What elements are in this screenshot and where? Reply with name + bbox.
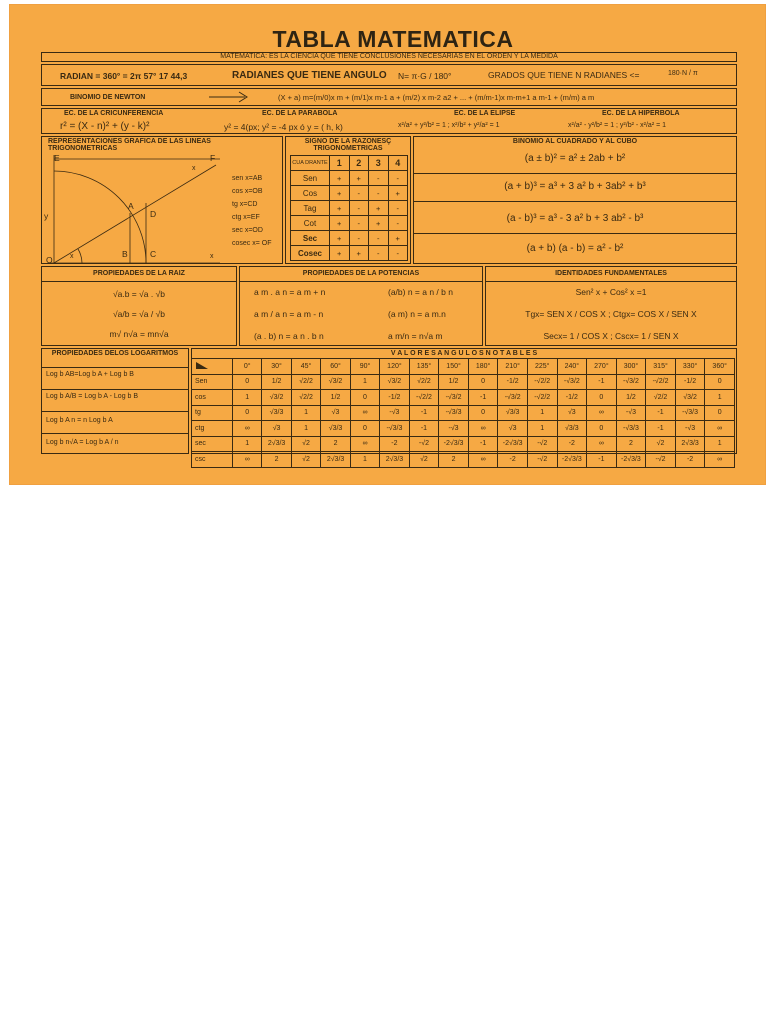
value-cell: ∞	[233, 452, 262, 468]
legend-sen: sen x=AB	[232, 175, 263, 182]
trig-circle-diagram	[42, 151, 284, 265]
label-y: y	[44, 211, 49, 221]
signs-label: SIGNO DE LA RAZONESÇ TRIGONOMETRICAS	[304, 138, 392, 152]
hiper-label: EC. DE LA HIPERBOLA	[602, 110, 680, 117]
parab-formula: y² = 4(px; y² = -4 px ó y = ( h, k)	[224, 122, 343, 132]
value-cell: -√2	[527, 452, 557, 468]
function-name: ctg	[192, 421, 233, 437]
newton-row	[41, 88, 737, 106]
angle-header: 45°	[291, 359, 320, 375]
notables-box	[191, 348, 737, 463]
sign-cell: -	[369, 186, 389, 201]
label-x-arc: x	[70, 253, 74, 260]
value-cell: -√3/3	[380, 421, 410, 437]
log-producto: Log b AB=Log b A + Log b B	[46, 371, 134, 378]
signs-row-tag	[291, 201, 408, 216]
value-cell: √2	[291, 436, 320, 452]
value-cell: 2√3/3	[262, 436, 292, 452]
value-cell: √3	[557, 405, 587, 421]
value-cell: -2	[498, 452, 528, 468]
legend-tg: tg x=CD	[232, 201, 258, 208]
raiz-producto: √a.b = √a . √b	[112, 289, 166, 299]
value-cell: √3	[498, 421, 528, 437]
point-c: C	[150, 249, 157, 259]
legend-sec: sec x=OD	[232, 227, 263, 234]
value-cell: √3/2	[380, 374, 410, 390]
notables-header-row	[192, 359, 735, 375]
arrow-icon	[207, 90, 251, 106]
notables-table	[191, 358, 735, 468]
radian-definition: RADIAN = 360° = 2π 57° 17 44,3	[60, 71, 188, 81]
potencias-label: PROPIEDADES DE LA POTENCIAS	[302, 270, 420, 277]
value-cell: -2	[380, 436, 410, 452]
value-cell: -2√3/3	[439, 436, 469, 452]
notables-row-sec	[192, 436, 735, 452]
parab-label: EC. DE LA PARABOLA	[262, 110, 338, 117]
sign-cell: +	[330, 171, 350, 186]
binomio-label: BINOMIO AL CUADRADO Y AL CUBO	[512, 138, 638, 145]
value-cell: -2	[675, 452, 705, 468]
row-name: Cosec	[291, 246, 330, 261]
potencia-producto-parentesis: (a . b) n = a n . b n	[254, 331, 324, 341]
trig-graph-box	[41, 136, 283, 264]
value-cell: ∞	[350, 436, 379, 452]
raiz-label: PROPIEDADES DE LA RAIZ	[93, 270, 185, 277]
value-cell: √3/3	[262, 405, 292, 421]
raiz-box	[41, 266, 237, 346]
value-cell: 1/2	[616, 390, 646, 406]
value-cell: -1	[587, 374, 616, 390]
potencia-de-potencia: (a m) n = a m.n	[388, 309, 446, 319]
angle-header: 240°	[557, 359, 587, 375]
newton-formula: (X + a) m=(m/0)x m + (m/1)x m-1 a + (m/2) x m-2 a2 + ... + (m/m-1)x m-m+1 a m-1 + (m/m) a m	[278, 93, 595, 102]
quadrant-3: 3	[369, 156, 389, 171]
function-name: sec	[192, 436, 233, 452]
value-cell: 1	[527, 405, 557, 421]
conics-row	[41, 108, 737, 134]
sign-cell: -	[349, 201, 369, 216]
row-name: Sec	[291, 231, 330, 246]
sign-cell: -	[349, 216, 369, 231]
angle-header: 210°	[498, 359, 528, 375]
radian-row	[41, 64, 737, 86]
value-cell: -1	[646, 405, 676, 421]
value-cell: 1	[705, 436, 735, 452]
value-cell: -1	[409, 421, 439, 437]
value-cell: 0	[468, 405, 497, 421]
value-cell: √2/2	[409, 374, 439, 390]
identidad-tangente: Tgx= SEN X / COS X ; Ctgx= COS X / SEN X	[525, 309, 697, 319]
value-cell: 2√3/3	[675, 436, 705, 452]
potencia-cociente-parentesis: (a/b) n = a n / b n	[388, 287, 453, 297]
log-potencia: Log b A n = n Log b A	[46, 417, 113, 424]
function-name: tg	[192, 405, 233, 421]
value-cell: -√3/2	[498, 390, 528, 406]
label-x-axis: x	[210, 253, 214, 260]
potencia-cociente: a m / a n = a m - n	[254, 309, 324, 319]
sign-cell: +	[349, 246, 369, 261]
sign-cell: -	[388, 216, 408, 231]
raiz-de-raiz: m√ n√a = mn√a	[109, 329, 169, 339]
function-name: csc	[192, 452, 233, 468]
angle-header: 300°	[616, 359, 646, 375]
value-cell: -√3	[380, 405, 410, 421]
circ-label: EC. DE LA CRICUNFERENCIA	[64, 110, 164, 117]
grados-radianes-label: GRADOS QUE TIENE N RADIANES <=	[488, 70, 640, 80]
value-cell: √3/2	[321, 374, 351, 390]
value-cell: 1/2	[439, 374, 469, 390]
angle-header: 120°	[380, 359, 410, 375]
value-cell: -1	[409, 405, 439, 421]
sign-cell: +	[330, 201, 350, 216]
value-cell: √2/2	[291, 390, 320, 406]
sign-cell: -	[349, 186, 369, 201]
value-cell: -√3/2	[616, 374, 646, 390]
legend-cos: cos x=OB	[232, 188, 263, 195]
value-cell: 1	[705, 390, 735, 406]
point-b: B	[122, 249, 128, 259]
value-cell: -1/2	[380, 390, 410, 406]
value-cell: -2√3/3	[498, 436, 528, 452]
value-cell: -√2	[527, 436, 557, 452]
angle-header: 150°	[439, 359, 469, 375]
point-d: D	[150, 209, 157, 219]
value-cell: ∞	[705, 421, 735, 437]
value-cell: √2/2	[646, 390, 676, 406]
binomio-box	[413, 136, 737, 264]
value-cell: -√2	[409, 436, 439, 452]
value-cell: ∞	[587, 405, 616, 421]
value-cell: √3/2	[675, 390, 705, 406]
notables-row-cos	[192, 390, 735, 406]
value-cell: √3	[262, 421, 292, 437]
triangle-icon	[192, 359, 233, 375]
sign-cell: +	[330, 231, 350, 246]
quadrant-4: 4	[388, 156, 408, 171]
sign-cell: -	[369, 231, 389, 246]
value-cell: ∞	[468, 421, 497, 437]
value-cell: -√3/2	[439, 390, 469, 406]
value-cell: -1	[468, 436, 497, 452]
angle-header: 135°	[409, 359, 439, 375]
value-cell: -√2/2	[646, 374, 676, 390]
value-cell: 1	[527, 421, 557, 437]
sign-cell: +	[369, 216, 389, 231]
row-name: Tag	[291, 201, 330, 216]
graph-label: REPRESENTACIONES GRAFICA DE LAS LINEAS TRIGONOMETRICAS	[48, 138, 211, 152]
legend-ctg: ctg x=EF	[232, 214, 260, 221]
value-cell: 0	[587, 421, 616, 437]
subtitle-box	[41, 52, 737, 62]
potencia-fraccionaria: a m/n = n√a m	[388, 331, 443, 341]
angle-header: 30°	[262, 359, 292, 375]
value-cell: 2	[616, 436, 646, 452]
value-cell: 2	[262, 452, 292, 468]
angle-header: 360°	[705, 359, 735, 375]
signs-corner: CUA DRANTE	[291, 156, 330, 171]
value-cell: 0	[233, 405, 262, 421]
value-cell: 1	[350, 452, 379, 468]
angle-header: 225°	[527, 359, 557, 375]
identidades-box	[485, 266, 737, 346]
diferencia-cuadrados: (a + b) (a - b) = a² - b²	[526, 243, 624, 254]
value-cell: -√3/3	[439, 405, 469, 421]
value-cell: -1/2	[498, 374, 528, 390]
angle-header: 330°	[675, 359, 705, 375]
quadrant-1: 1	[330, 156, 350, 171]
value-cell: -2√3/3	[616, 452, 646, 468]
angle-header: 60°	[321, 359, 351, 375]
binomio-cubo-resta: (a - b)³ = a³ - 3 a² b + 3 ab² - b³	[506, 213, 644, 224]
function-name: Sen	[192, 374, 233, 390]
value-cell: √3/3	[498, 405, 528, 421]
value-cell: 1	[291, 405, 320, 421]
value-cell: 1/2	[321, 390, 351, 406]
sign-cell: +	[349, 171, 369, 186]
value-cell: √2/2	[291, 374, 320, 390]
sign-cell: -	[388, 201, 408, 216]
notables-row-csc	[192, 452, 735, 468]
signs-row-cosec	[291, 246, 408, 261]
math-table-card	[9, 4, 766, 485]
quadrant-2: 2	[349, 156, 369, 171]
value-cell: -1/2	[557, 390, 587, 406]
value-cell: -√3/3	[675, 405, 705, 421]
value-cell: -√3	[439, 421, 469, 437]
value-cell: -√3	[675, 421, 705, 437]
signs-row-cos	[291, 186, 408, 201]
value-cell: 1	[233, 390, 262, 406]
value-cell: 0	[350, 421, 379, 437]
signs-row-sec	[291, 231, 408, 246]
row-name: Sen	[291, 171, 330, 186]
circ-formula: r² = (X - n)² + (y - k)²	[60, 121, 150, 132]
value-cell: 2√3/3	[321, 452, 351, 468]
sign-cell: -	[369, 171, 389, 186]
log-raiz: Log b n√A = Log b A / n	[46, 439, 119, 446]
sign-cell: -	[388, 171, 408, 186]
value-cell: √2	[291, 452, 320, 468]
legend-cosec: cosec x= OF	[232, 240, 272, 247]
value-cell: -√2	[646, 452, 676, 468]
value-cell: 0	[468, 374, 497, 390]
value-cell: √2	[409, 452, 439, 468]
sign-cell: +	[330, 186, 350, 201]
value-cell: ∞	[468, 452, 497, 468]
signs-row-cot	[291, 216, 408, 231]
elipse-label: EC. DE LA ELIPSE	[454, 110, 516, 117]
label-x-top: x	[192, 165, 196, 172]
elipse-formula: x²/a² + y²/b² = 1 ; x²/b² + y²/a² = 1	[398, 122, 500, 129]
card-content	[39, 4, 747, 474]
value-cell: -√3	[616, 405, 646, 421]
row-name: Cot	[291, 216, 330, 231]
sign-cell: +	[330, 216, 350, 231]
value-cell: ∞	[233, 421, 262, 437]
value-cell: √3/2	[262, 390, 292, 406]
sign-cell: +	[388, 186, 408, 201]
value-cell: 2	[439, 452, 469, 468]
value-cell: 0	[705, 374, 735, 390]
value-cell: √3/3	[557, 421, 587, 437]
value-cell: -1	[646, 421, 676, 437]
raiz-cociente: √a/b = √a / √b	[112, 309, 166, 319]
notables-row-ctg	[192, 421, 735, 437]
value-cell: -1/2	[675, 374, 705, 390]
hiper-formula: x²/a² - y²/b² = 1 ; y²/b² - x²/a² = 1	[568, 122, 667, 129]
sign-cell: +	[330, 246, 350, 261]
notables-row-tg	[192, 405, 735, 421]
value-cell: 1	[291, 421, 320, 437]
value-cell: -√3/2	[557, 374, 587, 390]
value-cell: -1	[587, 452, 616, 468]
angle-header: 315°	[646, 359, 676, 375]
identidades-label: IDENTIDADES FUNDAMENTALES	[555, 270, 667, 277]
value-cell: √3	[321, 405, 351, 421]
sign-cell: -	[349, 231, 369, 246]
value-cell: 2	[321, 436, 351, 452]
value-cell: -√2/2	[409, 390, 439, 406]
row-name: Cos	[291, 186, 330, 201]
page-title: TABLA MATEMATICA	[272, 26, 514, 52]
value-cell: ∞	[705, 452, 735, 468]
grados-formula: 180·N / π	[668, 70, 698, 77]
sign-cell: +	[369, 201, 389, 216]
value-cell: 0	[350, 390, 379, 406]
value-cell: -√2/2	[527, 390, 557, 406]
subtitle: MATEMATICA: ES LA CIENCIA QUE TIENE CONCLUSIONES NECESARIAS EN EL ORDEN Y LA MEDIDA	[220, 53, 558, 60]
value-cell: √2	[646, 436, 676, 452]
value-cell: -1	[468, 390, 497, 406]
radianes-angulo-label: RADIANES QUE TIENE ANGULO	[232, 70, 387, 81]
value-cell: -2	[557, 436, 587, 452]
signs-box	[285, 136, 411, 264]
value-cell: 1	[350, 374, 379, 390]
radianes-formula: N= π·G / 180°	[398, 71, 452, 81]
value-cell: -2√3/3	[557, 452, 587, 468]
potencias-box	[239, 266, 483, 346]
sign-cell: -	[388, 246, 408, 261]
point-a: A	[128, 201, 134, 211]
sign-cell: -	[369, 246, 389, 261]
value-cell: 1	[233, 436, 262, 452]
angle-header: 0°	[233, 359, 262, 375]
value-cell: -√3/3	[616, 421, 646, 437]
identidad-pitagorica: Sen² x + Cos² x =1	[575, 287, 647, 297]
point-f: F	[210, 153, 216, 163]
sign-cell: +	[388, 231, 408, 246]
angle-header: 180°	[468, 359, 497, 375]
binomio-cuadrado: (a ± b)² = a² ± 2ab + b²	[524, 153, 626, 164]
value-cell: 0	[705, 405, 735, 421]
logaritmos-box	[41, 348, 189, 454]
binomio-cubo-suma: (a + b)³ = a³ + 3 a² b + 3ab² + b³	[504, 181, 646, 192]
identidad-secante: Secx= 1 / COS X ; Cscx= 1 / SEN X	[543, 331, 679, 341]
value-cell: 1/2	[262, 374, 292, 390]
value-cell: √3/3	[321, 421, 351, 437]
value-cell: 2√3/3	[380, 452, 410, 468]
value-cell: 0	[233, 374, 262, 390]
potencia-producto: a m . a n = a m + n	[254, 287, 326, 297]
notables-row-sen	[192, 374, 735, 390]
point-e: E	[54, 153, 60, 163]
value-cell: 0	[587, 390, 616, 406]
notables-label: V A L O R E S A N G U L O S N O T A B L E S	[390, 350, 538, 357]
function-name: cos	[192, 390, 233, 406]
signs-row-sen	[291, 171, 408, 186]
value-cell: ∞	[350, 405, 379, 421]
angle-header: 270°	[587, 359, 616, 375]
logaritmos-label: PROPIEDADES DELOS LOGARITMOS	[51, 350, 179, 357]
value-cell: -√2/2	[527, 374, 557, 390]
angle-header: 90°	[350, 359, 379, 375]
log-cociente: Log b A/B = Log b A - Log b B	[46, 393, 139, 400]
signs-table	[290, 155, 408, 261]
point-o: O	[46, 255, 53, 265]
value-cell: ∞	[587, 436, 616, 452]
newton-label: BINOMIO DE NEWTON	[70, 94, 146, 101]
